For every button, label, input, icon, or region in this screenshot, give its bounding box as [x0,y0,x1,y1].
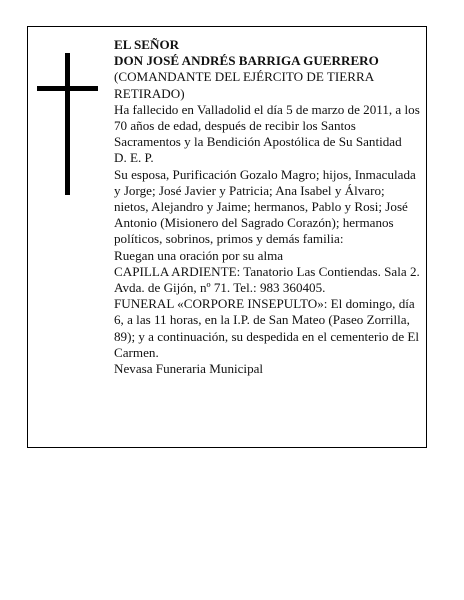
title: EL SEÑOR [114,37,180,52]
dep: D. E. P. [114,150,154,166]
rank: (COMANDANTE DEL EJÉRCITO DE TIERRA RETIRADO) [114,69,374,101]
chapel-info: CAPILLA ARDIENTE: Tanatorio Las Contiendas. Sala 2. Avda. de Gijón, nº 71. Tel.: 983 360405. [114,263,420,296]
death-announcement: Ha fallecido en Valladolid el día 5 de marzo de 2011, a los 70 años de edad, después de recibir los Santos Sacramentos y la Bendición Apostólica de Su Santidad [114,101,420,150]
funeral-home: Nevasa Funeraria Municipal [114,361,264,377]
prayer-request: Ruegan una oración por su alma [114,247,284,263]
cross-icon-bar [37,86,98,91]
family-list: Su esposa, Purificación Gozalo Magro; hijos, Inmaculada y Jorge; José Javier y Patricia; Ana Isabel y Álvaro; nietos, Alejandro y Jaime; hermanos, Pablo y Rosi; José Antonio (Misionero del Sagrado Corazón); hermanos políticos, sobrinos, primos y demás familia: [114,166,416,247]
funeral-info: FUNERAL «CORPORE INSEPULTO»: El domingo, día 6, a las 11 horas, en la I.P. de San Mateo (Paseo Zorrilla, 89); y a continuación, su despedida en el cementerio de El Carmen. [114,296,420,360]
deceased-name: DON JOSÉ ANDRÉS BARRIGA GUERRERO [114,53,379,69]
obituary-text [114,37,420,377]
cross-icon [65,53,70,195]
